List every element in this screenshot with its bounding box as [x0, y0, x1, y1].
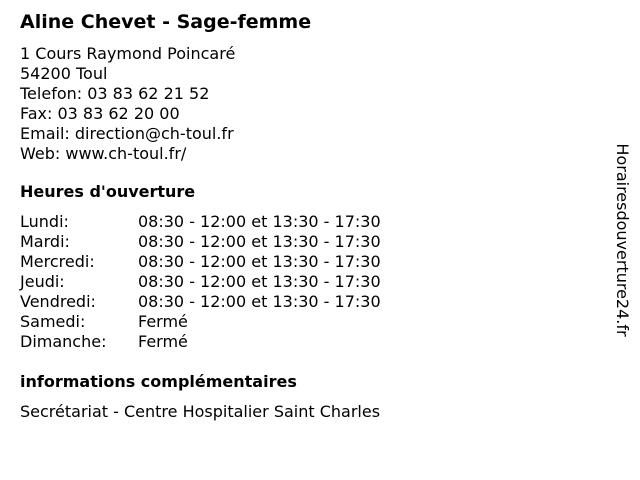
- opening-hours-heading: Heures d'ouverture: [20, 182, 196, 201]
- page-title: Aline Chevet - Sage-femme: [20, 11, 312, 33]
- day-hours: 08:30 - 12:00 et 13:30 - 17:30: [138, 232, 381, 251]
- day-label: Mardi:: [20, 232, 70, 251]
- email-address: Email: direction@ch-toul.fr: [20, 124, 234, 143]
- contact-block: [20, 44, 600, 164]
- hours-row-tuesday: [20, 232, 600, 252]
- day-label: Samedi:: [20, 312, 86, 331]
- day-label: Mercredi:: [20, 252, 95, 271]
- day-label: Vendredi:: [20, 292, 96, 311]
- day-label: Dimanche:: [20, 332, 107, 351]
- hours-row-saturday: [20, 312, 600, 332]
- day-label: Jeudi:: [20, 272, 65, 291]
- hours-row-friday: [20, 292, 600, 312]
- city-postcode: 54200 Toul: [20, 64, 108, 83]
- hours-row-sunday: [20, 332, 600, 352]
- day-hours: Fermé: [138, 312, 188, 331]
- day-hours: Fermé: [138, 332, 188, 351]
- business-details: [20, 10, 600, 422]
- day-hours: 08:30 - 12:00 et 13:30 - 17:30: [138, 292, 381, 311]
- opening-hours-table: [20, 212, 600, 352]
- additional-info-heading: informations complémentaires: [20, 372, 297, 391]
- day-hours: 08:30 - 12:00 et 13:30 - 17:30: [138, 272, 381, 291]
- additional-info-text: Secrétariat - Centre Hospitalier Saint Charles: [20, 402, 381, 421]
- site-watermark: Horairesdouverture24.fr: [613, 143, 632, 337]
- hours-row-thursday: [20, 272, 600, 292]
- hours-row-wednesday: [20, 252, 600, 272]
- day-hours: 08:30 - 12:00 et 13:30 - 17:30: [138, 252, 381, 271]
- day-label: Lundi:: [20, 212, 69, 231]
- phone-number: Telefon: 03 83 62 21 52: [20, 84, 210, 103]
- fax-number: Fax: 03 83 62 20 00: [20, 104, 180, 123]
- day-hours: 08:30 - 12:00 et 13:30 - 17:30: [138, 212, 381, 231]
- hours-row-monday: [20, 212, 600, 232]
- website: Web: www.ch-toul.fr/: [20, 144, 187, 163]
- street-address: 1 Cours Raymond Poincaré: [20, 44, 236, 63]
